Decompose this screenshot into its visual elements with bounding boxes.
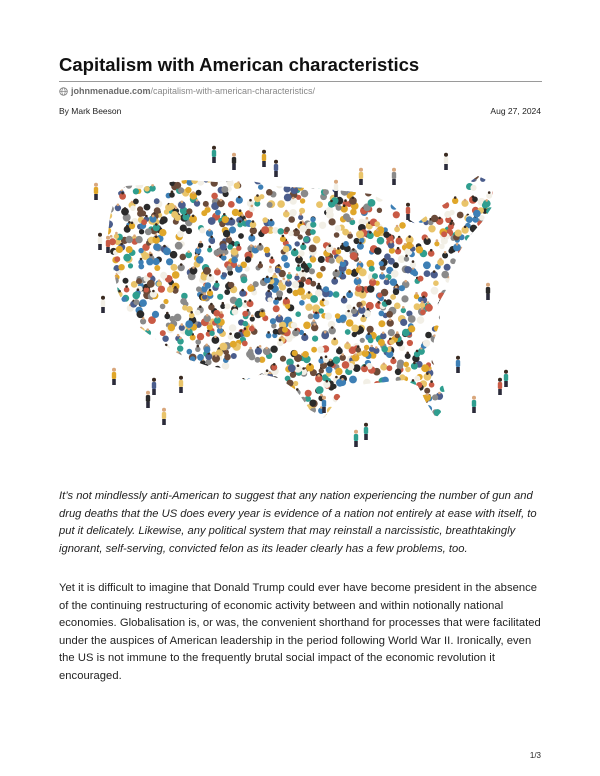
source-path: /capitalism-with-american-characteristics/ [150, 86, 316, 96]
globe-icon [59, 87, 68, 96]
article-lede: It’s not mindlessly anti-American to suggest that any nation experiencing the number of gun and drug deaths that the US does every year is evidence of a nation not entirely at ease with itself, to put it delicately. Likewise, any political system that may reinstall a narcissistic, breathtakingly ignorant, self-serving, convicted felon as its leader clearly has a few problems, too. [59, 490, 537, 555]
page-number: 1/3 [529, 751, 541, 760]
crowd-group [103, 170, 501, 428]
source-line [59, 86, 315, 96]
publish-date: Aug 27, 2024 [490, 106, 541, 116]
source-link[interactable] [71, 86, 315, 96]
article-title: Capitalism with American characteristics [59, 54, 420, 75]
byline: By Mark Beeson [59, 106, 122, 116]
source-domain: johnmenadue.com [71, 86, 151, 96]
title-divider [59, 81, 542, 82]
us-map-crowd-image [86, 142, 514, 452]
article-paragraph: Yet it is difficult to imagine that Donald Trump could ever have become president in the absence of the continuing restructuring of economic activity between and within notionally national economies. Globalisation is, or was, the convenient shorthand for processes that were facilitated under the auspices of American leadership in the period following World War II. Ironically, even the US is not immune to the frequently brutal social impact of the economic revolution it encouraged. [59, 582, 541, 682]
